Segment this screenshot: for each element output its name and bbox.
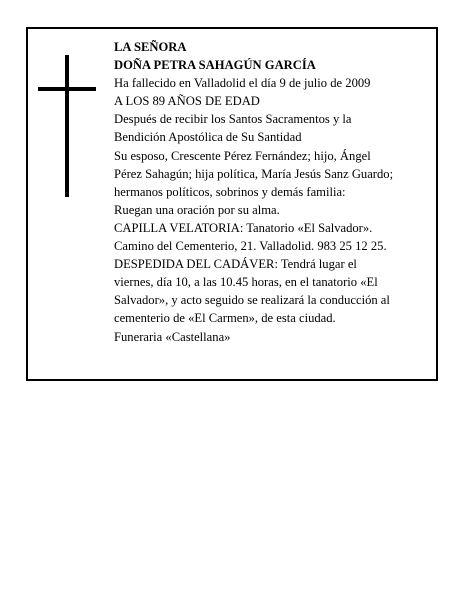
prayer-request-line: Ruegan una oración por su alma.: [114, 202, 280, 217]
chapel-address-line: Camino del Cementerio, 21. Valladolid. 983 25 12 25.: [114, 239, 387, 254]
farewell-line: DESPEDIDA DEL CADÁVER: Tendrá lugar el: [114, 257, 357, 272]
family-line: Pérez Sahagún; hija política, María Jesús Sanz Guardo;: [114, 166, 394, 181]
death-date-line: Ha fallecido en Valladolid el día 9 de julio de 2009: [114, 76, 371, 91]
blessing-line: Bendición Apostólica de Su Santidad: [114, 130, 302, 145]
funeral-home-line: Funeraria «Castellana»: [114, 329, 231, 344]
cross-vertical-bar: [65, 55, 69, 197]
chapel-line: CAPILLA VELATORIA: Tanatorio «El Salvador».: [114, 220, 373, 235]
deceased-name: DOÑA PETRA SAHAGÚN GARCÍA: [114, 58, 316, 73]
notice-text: [114, 38, 434, 346]
age-line: A LOS 89 AÑOS DE EDAD: [114, 94, 260, 109]
sacraments-line: Después de recibir los Santos Sacramentos y la: [114, 112, 352, 127]
family-line: Su esposo, Crescente Pérez Fernández; hijo, Ángel: [114, 148, 371, 163]
farewell-line: Salvador», y acto seguido se realizará la conducción al: [114, 293, 390, 308]
farewell-line: cementerio de «El Carmen», de esta ciudad.: [114, 311, 336, 326]
heading-title: LA SEÑORA: [114, 40, 187, 54]
family-line: hermanos políticos, sobrinos y demás familia:: [114, 184, 346, 199]
cross-horizontal-bar: [38, 87, 96, 91]
farewell-line: viernes, día 10, a las 10.45 horas, en el tanatorio «El: [114, 275, 378, 290]
cross-icon: [38, 55, 96, 197]
